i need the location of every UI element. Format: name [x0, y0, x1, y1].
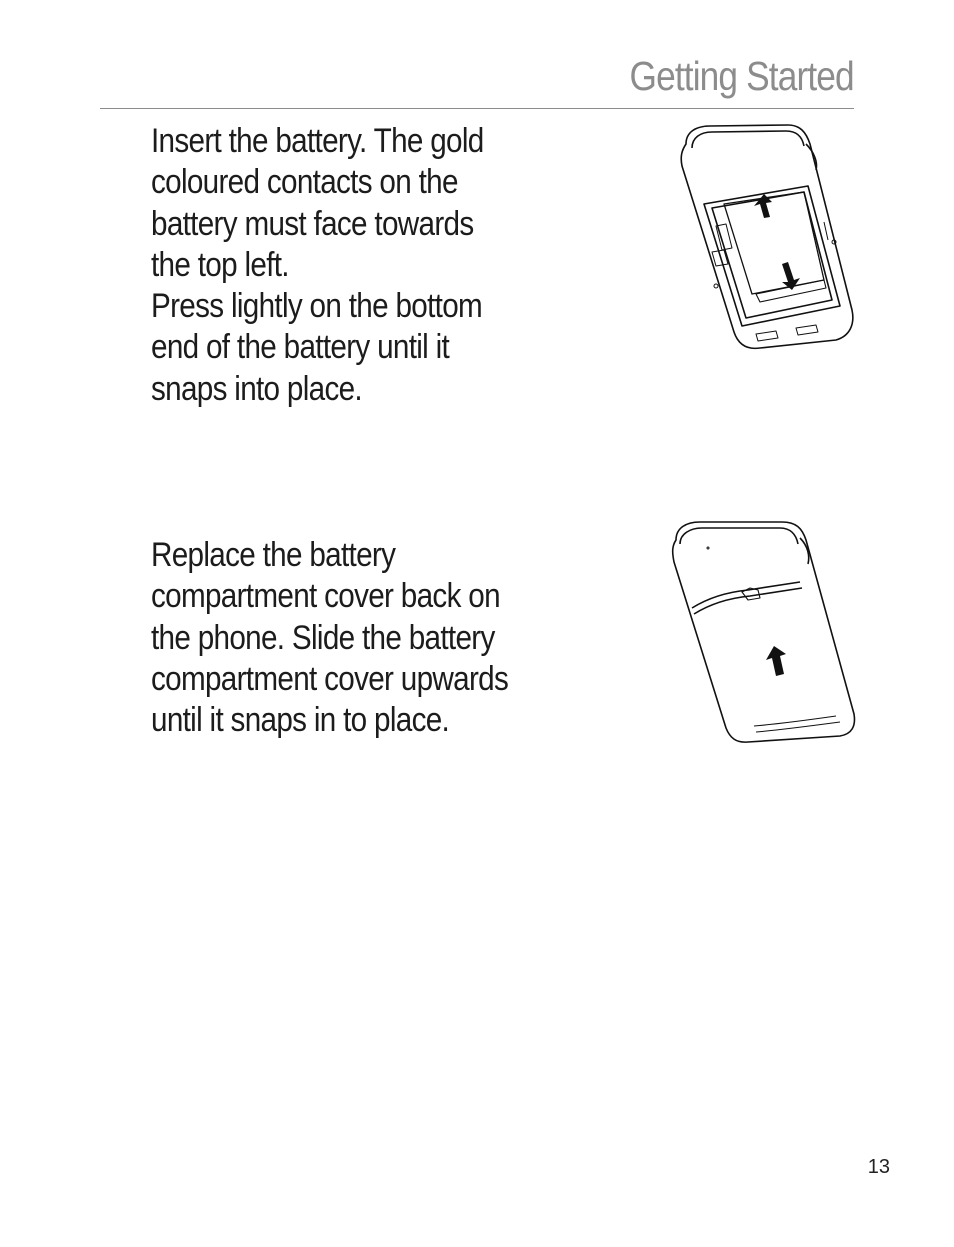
step-1-paragraph-1: Insert the battery. The gold coloured contacts on the battery must face towards the top left.: [151, 122, 484, 284]
step-1-paragraph-2: Press lightly on the bottom end of the battery until it snaps into place.: [151, 287, 483, 408]
step-1-text: [151, 121, 512, 410]
phone-battery-insert-icon: [676, 122, 856, 352]
step-2-paragraph-1: Replace the battery compartment cover back on the phone. Slide the battery compartment cover upwards until it snaps in to place.: [151, 536, 509, 740]
page-number: 13: [867, 1156, 890, 1178]
step-2-text: [151, 535, 512, 741]
page-title: Getting Started: [629, 53, 854, 99]
header-divider: [100, 108, 854, 109]
phone-cover-slide-icon: [668, 518, 856, 744]
